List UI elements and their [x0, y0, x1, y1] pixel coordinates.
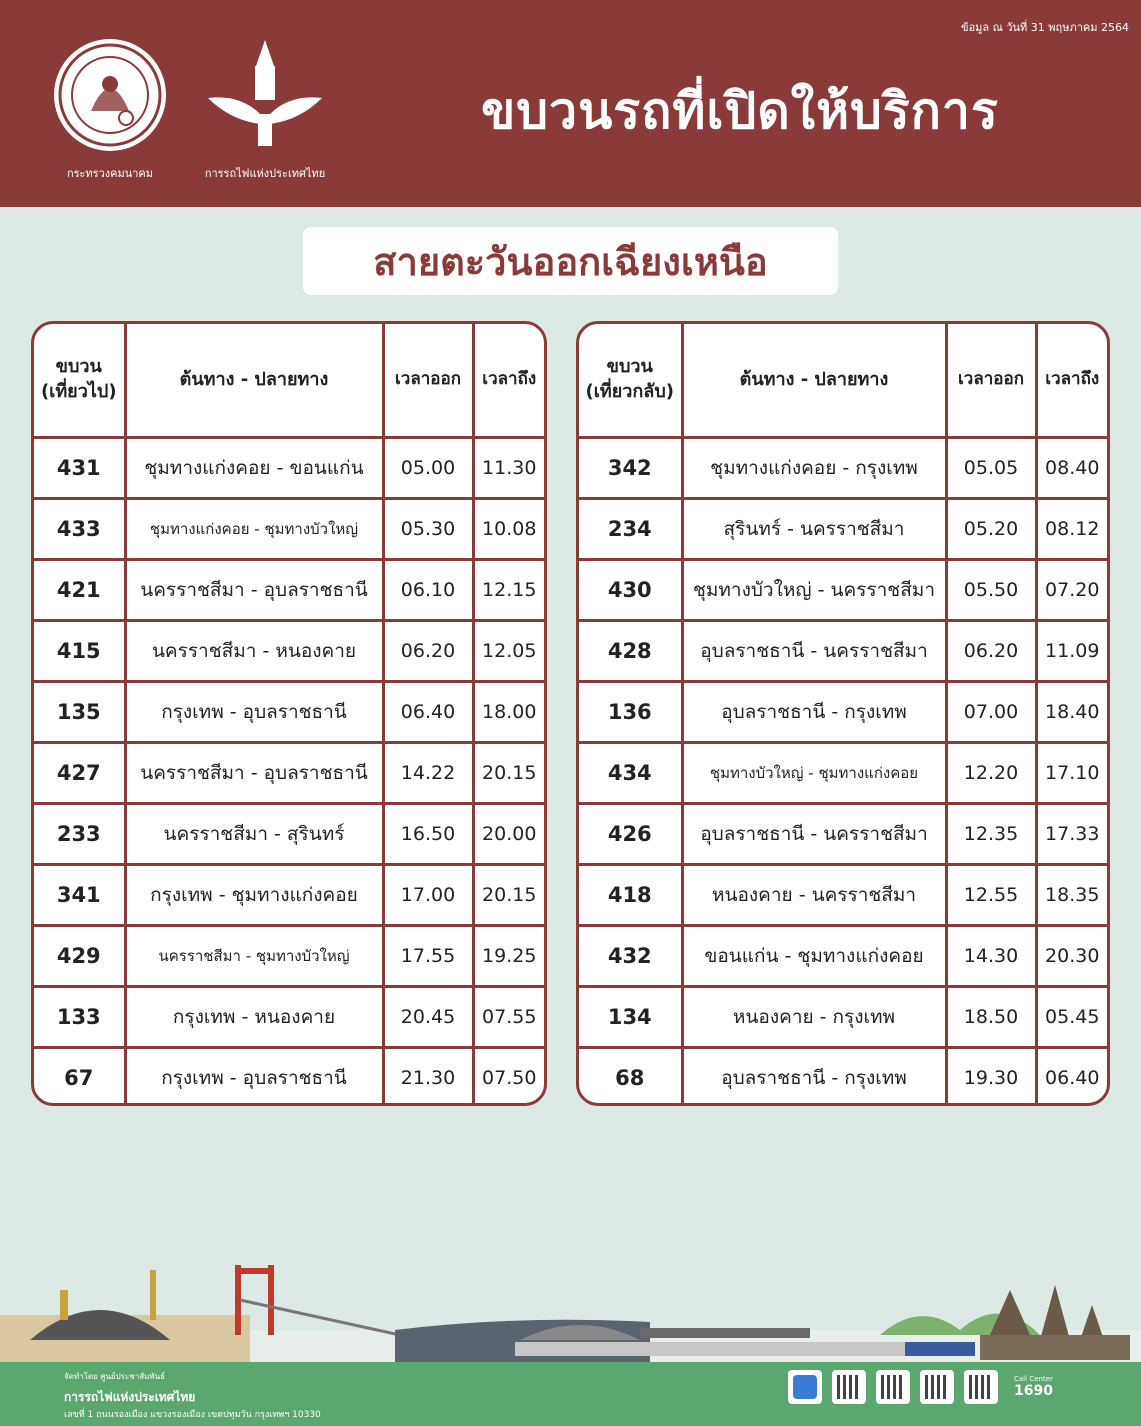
- train-number: 418: [579, 864, 682, 925]
- depart-time: 06.40: [383, 681, 473, 742]
- depart-time: 16.50: [383, 803, 473, 864]
- train-number: 133: [34, 986, 125, 1047]
- train-route: อุบลราชธานี - นครราชสีมา: [682, 620, 946, 681]
- arrive-time: 07.50: [473, 1047, 544, 1106]
- qr-code-icon[interactable]: [920, 1370, 954, 1404]
- qr-code-icon[interactable]: [964, 1370, 998, 1404]
- inbound-table: [576, 321, 1110, 1106]
- train-number: 415: [34, 620, 125, 681]
- train-number: 233: [34, 803, 125, 864]
- arrive-time: 05.45: [1036, 986, 1107, 1047]
- arrive-time: 12.15: [473, 559, 544, 620]
- depart-time: 20.45: [383, 986, 473, 1047]
- table-row: [34, 803, 544, 864]
- header-route: ต้นทาง - ปลายทาง: [682, 324, 946, 437]
- srt-app-icon[interactable]: [788, 1370, 822, 1404]
- arrive-time: 07.55: [473, 986, 544, 1047]
- depart-time: 12.55: [946, 864, 1036, 925]
- header-train-sub: (เที่ยวไป): [40, 380, 117, 402]
- header-route: ต้นทาง - ปลายทาง: [125, 324, 383, 437]
- depart-time: 06.20: [383, 620, 473, 681]
- table-row: [579, 498, 1107, 559]
- srt-logo: [195, 36, 335, 182]
- skyline-illustration: [0, 1260, 1141, 1366]
- table-row: [34, 1047, 544, 1106]
- depart-time: 07.00: [946, 681, 1036, 742]
- arrive-time: 08.12: [1036, 498, 1107, 559]
- table-row: [34, 925, 544, 986]
- train-route: กรุงเทพ - หนองคาย: [125, 986, 383, 1047]
- train-route: สุรินทร์ - นครราชสีมา: [682, 498, 946, 559]
- footer-producer: จัดทำโดย ศูนย์ประชาสัมพันธ์: [64, 1372, 165, 1381]
- footer-org: การรถไฟแห่งประเทศไทย: [64, 1390, 196, 1404]
- arrive-time: 20.15: [473, 742, 544, 803]
- arrive-time: 11.30: [473, 437, 544, 498]
- region-title: สายตะวันออกเฉียงเหนือ: [373, 239, 768, 284]
- arrive-time: 18.40: [1036, 681, 1107, 742]
- train-route: หนองคาย - นครราชสีมา: [682, 864, 946, 925]
- train-route: นครราชสีมา - อุบลราชธานี: [125, 559, 383, 620]
- table-row: [579, 986, 1107, 1047]
- arrive-time: 12.05: [473, 620, 544, 681]
- table-row: [579, 742, 1107, 803]
- train-number: 432: [579, 925, 682, 986]
- train-number: 426: [579, 803, 682, 864]
- depart-time: 06.10: [383, 559, 473, 620]
- srt-garuda-icon: [200, 36, 330, 154]
- table-row: [579, 864, 1107, 925]
- table-row: [34, 986, 544, 1047]
- train-number: 430: [579, 559, 682, 620]
- train-number: 431: [34, 437, 125, 498]
- arrive-time: 10.08: [473, 498, 544, 559]
- qr-code-icon[interactable]: [832, 1370, 866, 1404]
- depart-time: 17.55: [383, 925, 473, 986]
- train-number: 135: [34, 681, 125, 742]
- table-row: [34, 559, 544, 620]
- train-route: อุบลราชธานี - กรุงเทพ: [682, 681, 946, 742]
- train-number: 428: [579, 620, 682, 681]
- table-row: [579, 925, 1107, 986]
- table-row: [34, 742, 544, 803]
- train-route: อุบลราชธานี - นครราชสีมา: [682, 803, 946, 864]
- outbound-table: [31, 321, 547, 1106]
- depart-time: 12.20: [946, 742, 1036, 803]
- header-depart: เวลาออก: [946, 324, 1036, 437]
- arrive-time: 19.25: [473, 925, 544, 986]
- train-number: 134: [579, 986, 682, 1047]
- data-date-note: ข้อมูล ณ วันที่ 31 พฤษภาคม 2564: [961, 21, 1129, 34]
- depart-time: 06.20: [946, 620, 1036, 681]
- footer-address: เลขที่ 1 ถนนรองเมือง แขวงรองเมือง เขตปทุมวัน กรุงเทพฯ 10330: [64, 1410, 321, 1420]
- table-row: [579, 437, 1107, 498]
- page-title: ขบวนรถที่เปิดให้บริการ: [481, 82, 999, 140]
- header-arrive: เวลาถึง: [473, 324, 544, 437]
- train-number: 427: [34, 742, 125, 803]
- train-number: 341: [34, 864, 125, 925]
- train-route: นครราชสีมา - หนองคาย: [125, 620, 383, 681]
- call-center-label: Call Center: [1014, 1375, 1053, 1383]
- table-row: [579, 559, 1107, 620]
- train-number: 67: [34, 1047, 125, 1106]
- train-number: 342: [579, 437, 682, 498]
- depart-time: 05.30: [383, 498, 473, 559]
- train-route: ชุมทางบัวใหญ่ - นครราชสีมา: [682, 559, 946, 620]
- qr-code-icon[interactable]: [876, 1370, 910, 1404]
- table-row: [579, 620, 1107, 681]
- train-route: หนองคาย - กรุงเทพ: [682, 986, 946, 1047]
- depart-time: 19.30: [946, 1047, 1036, 1106]
- header-banner: [0, 0, 1141, 207]
- train-route: นครราชสีมา - อุบลราชธานี: [125, 742, 383, 803]
- footer-bar: [0, 1362, 1141, 1426]
- header-train-sub: (เที่ยวกลับ): [585, 380, 674, 402]
- arrive-time: 18.35: [1036, 864, 1107, 925]
- arrive-time: 17.10: [1036, 742, 1107, 803]
- arrive-time: 07.20: [1036, 559, 1107, 620]
- table-row: [34, 437, 544, 498]
- header-arrive: เวลาถึง: [1036, 324, 1107, 437]
- depart-time: 14.30: [946, 925, 1036, 986]
- table-row: [34, 681, 544, 742]
- depart-time: 18.50: [946, 986, 1036, 1047]
- train-route: ชุมทางแก่งคอย - กรุงเทพ: [682, 437, 946, 498]
- contact-codes: [788, 1370, 1053, 1404]
- depart-time: 14.22: [383, 742, 473, 803]
- depart-time: 17.00: [383, 864, 473, 925]
- train-number: 433: [34, 498, 125, 559]
- train-number: 234: [579, 498, 682, 559]
- train-number: 68: [579, 1047, 682, 1106]
- header-depart: เวลาออก: [383, 324, 473, 437]
- train-number: 434: [579, 742, 682, 803]
- header-train: [34, 324, 125, 437]
- train-number: 421: [34, 559, 125, 620]
- header-train: [579, 324, 682, 437]
- call-center-number: 1690: [1014, 1383, 1053, 1399]
- region-title-box: [303, 227, 838, 295]
- arrive-time: 20.15: [473, 864, 544, 925]
- arrive-time: 11.09: [1036, 620, 1107, 681]
- table-row: [579, 1047, 1107, 1106]
- arrive-time: 18.00: [473, 681, 544, 742]
- arrive-time: 17.33: [1036, 803, 1107, 864]
- header-train-label: ขบวน: [606, 356, 653, 378]
- depart-time: 05.05: [946, 437, 1036, 498]
- train-route: กรุงเทพ - อุบลราชธานี: [125, 681, 383, 742]
- train-route: กรุงเทพ - ชุมทางแก่งคอย: [125, 864, 383, 925]
- train-route: ชุมทางแก่งคอย - ขอนแก่น: [125, 437, 383, 498]
- train-route: ขอนแก่น - ชุมทางแก่งคอย: [682, 925, 946, 986]
- train-number: 136: [579, 681, 682, 742]
- depart-time: 05.00: [383, 437, 473, 498]
- depart-time: 05.50: [946, 559, 1036, 620]
- train-route: นครราชสีมา - สุรินทร์: [125, 803, 383, 864]
- table-header-row: [579, 324, 1107, 437]
- arrive-time: 06.40: [1036, 1047, 1107, 1106]
- table-row: [579, 803, 1107, 864]
- table-row: [34, 864, 544, 925]
- table-row: [34, 498, 544, 559]
- header-train-label: ขบวน: [55, 356, 102, 378]
- depart-time: 05.20: [946, 498, 1036, 559]
- arrive-time: 20.30: [1036, 925, 1107, 986]
- train-number: 429: [34, 925, 125, 986]
- ministry-seal-icon: [51, 36, 169, 154]
- table-header-row: [34, 324, 544, 437]
- arrive-time: 20.00: [473, 803, 544, 864]
- table-row: [34, 620, 544, 681]
- depart-time: 21.30: [383, 1047, 473, 1106]
- depart-time: 12.35: [946, 803, 1036, 864]
- train-route: อุบลราชธานี - กรุงเทพ: [682, 1047, 946, 1106]
- call-center: [1014, 1375, 1053, 1399]
- train-route: ชุมทางบัวใหญ่ - ชุมทางแก่งคอย: [682, 742, 946, 803]
- ministry-logo: [40, 36, 180, 182]
- train-route: นครราชสีมา - ชุมทางบัวใหญ่: [125, 925, 383, 986]
- arrive-time: 08.40: [1036, 437, 1107, 498]
- srt-caption: การรถไฟแห่งประเทศไทย: [204, 167, 326, 180]
- train-route: ชุมทางแก่งคอย - ชุมทางบัวใหญ่: [125, 498, 383, 559]
- ministry-caption: กระทรวงคมนาคม: [66, 167, 154, 180]
- table-row: [579, 681, 1107, 742]
- train-route: กรุงเทพ - อุบลราชธานี: [125, 1047, 383, 1106]
